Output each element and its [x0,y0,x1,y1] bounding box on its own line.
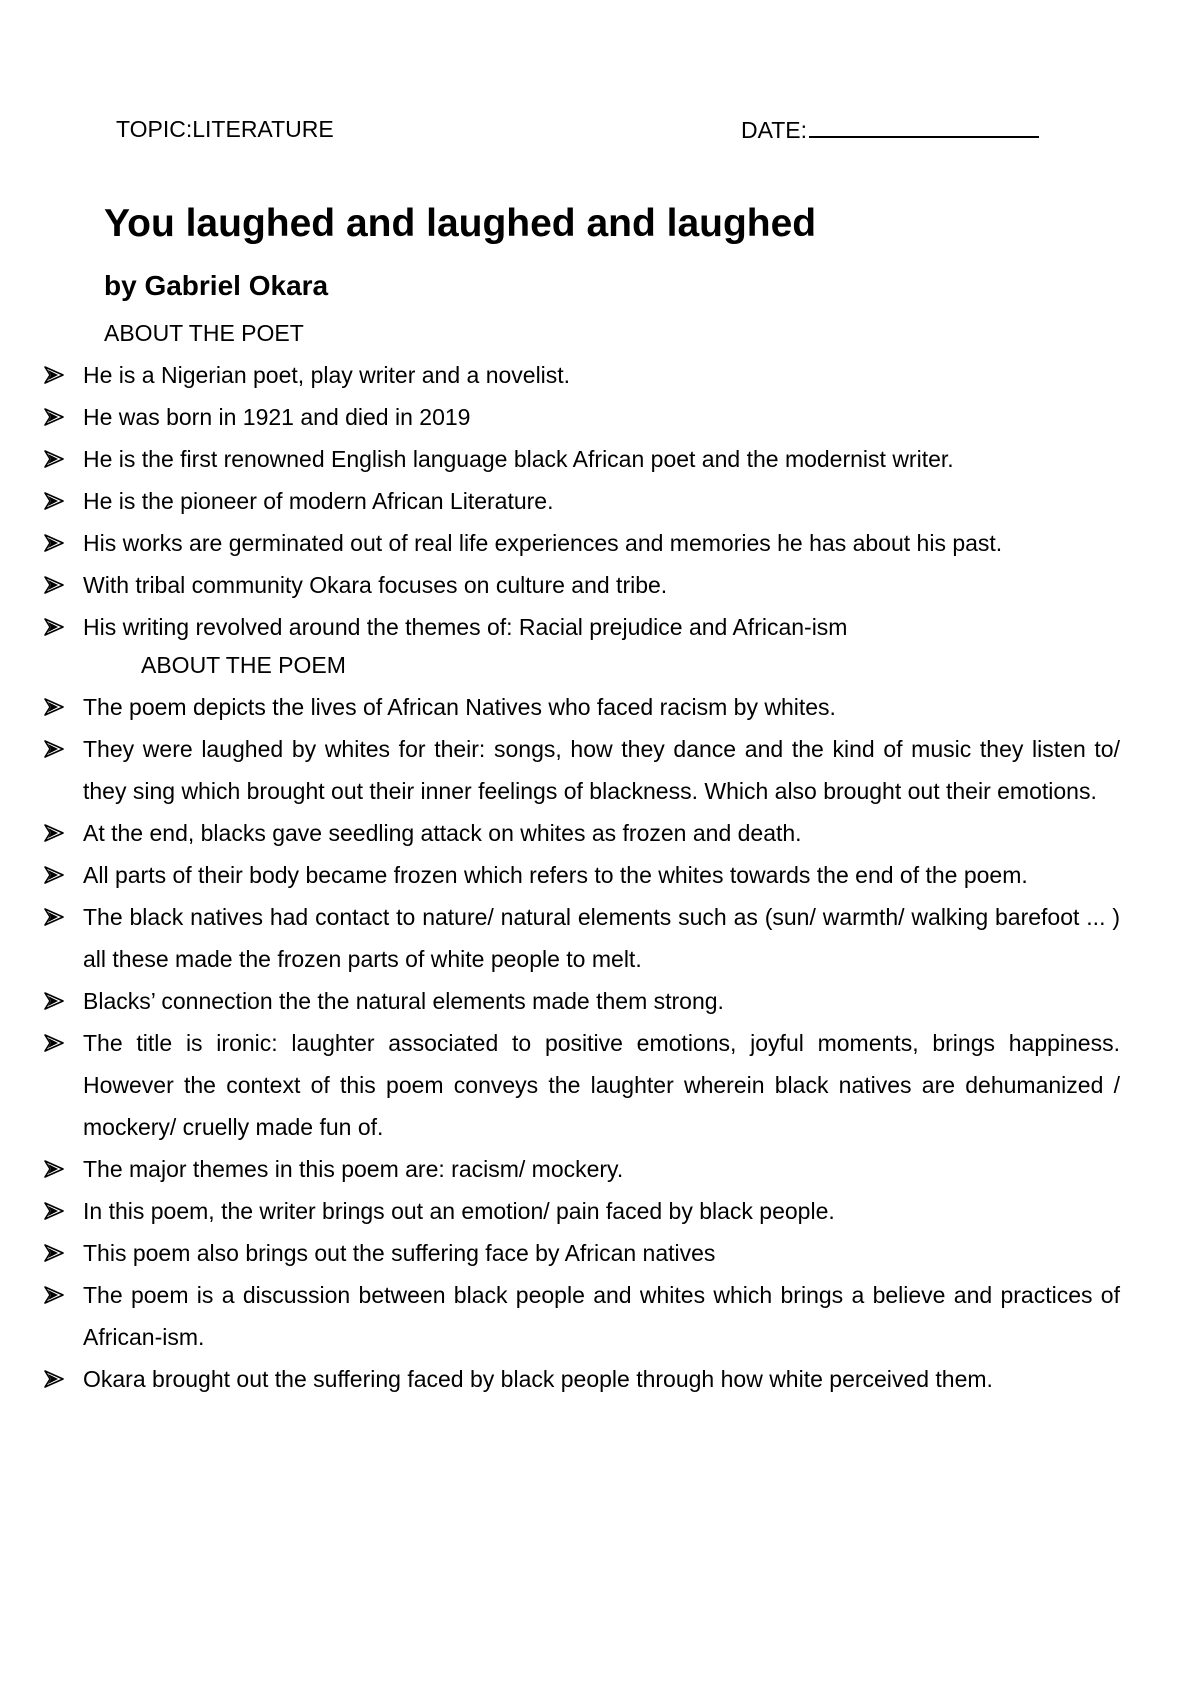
list-item-text: The major themes in this poem are: racism/ mockery. [83,1156,624,1182]
list-item-text: His works are germinated out of real life experiences and memories he has about his past. [83,530,1003,556]
arrowhead-bullet-icon [44,1274,66,1316]
list-item-text: He is the pioneer of modern African Literature. [83,488,554,514]
list-item [44,1022,1120,1148]
list-item [44,896,1120,980]
list-item-text: The poem is a discussion between black people and whites which brings a believe and practices of African-ism. [83,1282,1120,1350]
list-item-text: He is a Nigerian poet, play writer and a novelist. [83,362,571,388]
arrowhead-bullet-icon [44,812,66,854]
arrowhead-bullet-icon [44,480,66,522]
list-item-text: All parts of their body became frozen which refers to the whites towards the end of the poem. [83,862,1028,888]
arrowhead-bullet-icon [44,354,66,396]
about-poem-list [44,686,1120,1400]
arrowhead-bullet-icon [44,438,66,480]
list-item [44,1358,1120,1400]
arrowhead-bullet-icon [44,1358,66,1400]
list-item [44,438,1120,480]
list-item [44,354,1120,396]
list-item-text: Blacks’ connection the the natural elements made them strong. [83,988,724,1014]
poem-author: by Gabriel Okara [104,270,329,301]
list-item-text: He is the first renowned English language black African poet and the modernist writer. [83,446,954,472]
poem-title: You laughed and laughed and laughed [104,202,817,245]
about-poet-heading: ABOUT THE POET [104,320,304,346]
arrowhead-bullet-icon [44,522,66,564]
list-item-text: The poem depicts the lives of African Natives who faced racism by whites. [83,694,836,720]
arrowhead-bullet-icon [44,396,66,438]
list-item [44,686,1120,728]
date-field [741,114,1039,145]
list-item [44,396,1120,438]
list-item-text: The title is ironic: laughter associated to positive emotions, joyful moments, brings happiness. However the context of this poem conveys the laughter wherein black natives are dehumanized / mockery/ cruelly made fun of. [83,1030,1120,1140]
arrowhead-bullet-icon [44,564,66,606]
list-item-text: In this poem, the writer brings out an emotion/ pain faced by black people. [83,1198,835,1224]
list-item [44,480,1120,522]
arrowhead-bullet-icon [44,896,66,938]
list-item [44,606,1120,648]
page-header [116,114,1056,144]
list-item-text: He was born in 1921 and died in 2019 [83,404,471,430]
list-item [44,980,1120,1022]
list-item [44,1190,1120,1232]
list-item-text: With tribal community Okara focuses on culture and tribe. [83,572,668,598]
arrowhead-bullet-icon [44,1232,66,1274]
list-item [44,1148,1120,1190]
about-poem-heading: ABOUT THE POEM [141,652,346,678]
list-item [44,812,1120,854]
list-item [44,1232,1120,1274]
topic-label: TOPIC:LITERATURE [116,116,334,142]
list-item [44,728,1120,812]
arrowhead-bullet-icon [44,1190,66,1232]
list-item [44,522,1120,564]
list-item [44,564,1120,606]
arrowhead-bullet-icon [44,606,66,648]
list-item-text: The black natives had contact to nature/ natural elements such as (sun/ warmth/ walking barefoot ... ) all these made the frozen parts of white people to melt. [83,904,1120,972]
list-item-text: This poem also brings out the suffering face by African natives [83,1240,716,1266]
arrowhead-bullet-icon [44,1022,66,1064]
list-item-text: At the end, blacks gave seedling attack on whites as frozen and death. [83,820,802,846]
list-item-text: His writing revolved around the themes of: Racial prejudice and African-ism [83,614,848,640]
date-label: DATE: [741,117,808,143]
list-item [44,854,1120,896]
arrowhead-bullet-icon [44,980,66,1022]
date-blank-line [809,114,1039,138]
arrowhead-bullet-icon [44,728,66,770]
list-item [44,1274,1120,1358]
about-poet-list [44,354,1120,648]
list-item-text: They were laughed by whites for their: songs, how they dance and the kind of music they listen to/ they sing which brought out their inner feelings of blackness. Which also brought out their emotions. [83,736,1120,804]
list-item-text: Okara brought out the suffering faced by black people through how white perceived them. [83,1366,993,1392]
arrowhead-bullet-icon [44,686,66,728]
arrowhead-bullet-icon [44,854,66,896]
arrowhead-bullet-icon [44,1148,66,1190]
